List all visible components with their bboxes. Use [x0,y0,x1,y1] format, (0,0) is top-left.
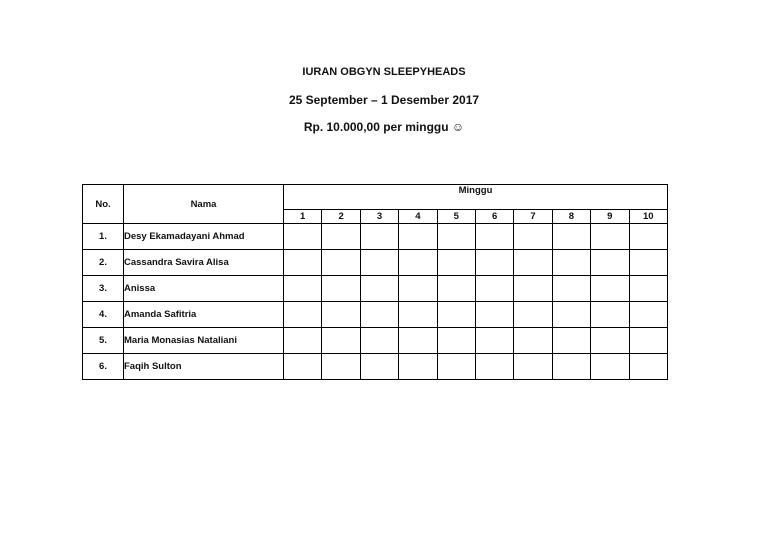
payment-cell [552,328,590,354]
payment-cell [514,328,552,354]
payment-cell [322,354,360,380]
document-fee: Rp. 10.000,00 per minggu ☺ [303,120,465,134]
payment-cell [591,224,629,250]
week-number-header: 6 [475,210,513,224]
row-number: 3. [83,276,124,302]
row-number: 2. [83,250,124,276]
payment-cell [629,302,667,328]
payment-cell [322,250,360,276]
payment-cell [399,224,437,250]
week-number-header: 10 [629,210,667,224]
payment-cell [284,328,322,354]
payment-cell [475,224,513,250]
payment-cell [475,276,513,302]
table-row [83,302,668,328]
payment-cell [360,276,398,302]
payment-cell [437,354,475,380]
payment-cell [360,224,398,250]
payment-cell [552,302,590,328]
week-number-header: 5 [437,210,475,224]
payment-cell [514,302,552,328]
payment-cell [591,250,629,276]
payment-cell [514,276,552,302]
payment-cell [514,224,552,250]
payment-cell [475,250,513,276]
week-number-header: 8 [552,210,590,224]
payment-cell [284,302,322,328]
column-header-name: Nama [124,185,284,224]
week-number-header: 2 [322,210,360,224]
member-name: Amanda Safitria [124,302,284,328]
payment-cell [284,276,322,302]
payment-cell [322,276,360,302]
payment-cell [591,276,629,302]
document-period: 25 September – 1 Desember 2017 [288,93,480,107]
payment-cell [284,224,322,250]
member-name: Anissa [124,276,284,302]
payment-cell [360,328,398,354]
week-number-header: 1 [284,210,322,224]
week-number-header: 4 [399,210,437,224]
payment-cell [360,250,398,276]
payment-cell [322,302,360,328]
payment-cell [629,276,667,302]
dues-table [82,184,668,380]
payment-cell [360,302,398,328]
payment-cell [629,354,667,380]
payment-cell [475,328,513,354]
payment-cell [437,302,475,328]
payment-cell [514,354,552,380]
payment-cell [399,302,437,328]
payment-cell [399,328,437,354]
payment-cell [360,354,398,380]
payment-cell [591,328,629,354]
payment-cell [629,250,667,276]
column-header-no: No. [83,185,124,224]
payment-cell [591,302,629,328]
payment-cell [284,250,322,276]
payment-cell [475,302,513,328]
payment-cell [591,354,629,380]
payment-cell [552,276,590,302]
week-number-header: 9 [591,210,629,224]
table-row [83,276,668,302]
payment-cell [399,250,437,276]
payment-cell [552,354,590,380]
table-row [83,354,668,380]
payment-cell [437,224,475,250]
table-header-row [83,185,668,210]
payment-cell [322,224,360,250]
payment-cell [514,250,552,276]
week-number-header: 7 [514,210,552,224]
member-name: Desy Ekamadayani Ahmad [124,224,284,250]
payment-cell [475,354,513,380]
payment-cell [629,224,667,250]
table-row [83,224,668,250]
row-number: 1. [83,224,124,250]
member-name: Maria Monasias Nataliani [124,328,284,354]
payment-cell [552,224,590,250]
member-name: Cassandra Savira Alisa [124,250,284,276]
column-header-weeks: Minggu [284,185,668,210]
row-number: 5. [83,328,124,354]
row-number: 4. [83,302,124,328]
payment-cell [399,276,437,302]
table-row [83,328,668,354]
week-number-header: 3 [360,210,398,224]
row-number: 6. [83,354,124,380]
payment-cell [629,328,667,354]
payment-cell [399,354,437,380]
payment-cell [437,276,475,302]
payment-cell [437,250,475,276]
table-row [83,250,668,276]
payment-cell [552,250,590,276]
payment-cell [284,354,322,380]
payment-cell [322,328,360,354]
document-title: IURAN OBGYN SLEEPYHEADS [302,66,466,78]
member-name: Faqih Sulton [124,354,284,380]
payment-cell [437,328,475,354]
